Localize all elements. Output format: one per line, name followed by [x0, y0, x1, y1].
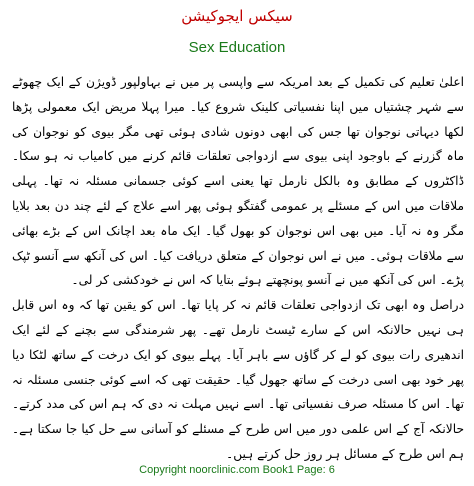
- english-title: Sex Education: [188, 39, 286, 56]
- paragraph: اعلیٰ تعلیم کی تکمیل کے بعد امریکہ سے واپسی پر میں نے بہاولپور ڈویژن کے ایک چھوٹے سے شہر چشتیاں میں اپنا نفسیاتی کلینک شروع کیا۔ میرا پہلا مریض ایک معمولی پڑھا لکھا دیہاتی نوجوان تھا جس کی ابھی دونوں شادی ہوئی تھی مگر بیوی کو نوجوان کی ماہ گزرنے کے باوجود اپنی بیوی سے ازدواجی تعلقات قائم کرنے میں کامیاب نہ ہو سکا۔ ڈاکٹروں کے مطابق وہ بالکل نارمل تھا یعنی اسے کوئی جسمانی مسئلہ نہ تھا۔ پہلی ملاقات میں اس کے مسئلے پر عمومی گفتگو ہوئی پھر اسے علاج کے لئے چند دن بعد بلایا مگر وہ نہ آیا۔ میں بھی اس نوجوان کو بھول گیا۔ ایک ماہ بعد اچانک اس کے بڑے بھائی سے ملاقات ہوئی۔ میں نے اس نوجوان کے متعلق دریافت کیا۔ اس کی آنکھ سے آنسو ٹپک پڑے۔ اس کی آنکھ میں نے آنسو پونچھتے ہوئے بتایا کہ اس نے خودکشی کر لی۔: [12, 75, 464, 288]
- urdu-title: سیکس ایجوکیشن: [181, 7, 293, 25]
- article-body: [12, 70, 464, 467]
- copyright-footer: Copyright noorclinic.com Book1 Page: 6: [139, 464, 335, 476]
- paragraph: دراصل وہ ابھی تک ازدواجی تعلقات قائم نہ کر پایا تھا۔ اس کو یقین تھا کہ وہ اس قابل ہی نہیں حالانکہ اس کے سارے ٹیسٹ نارمل تھے۔ پھر شرمندگی سے بچنے کے لئے ایک اندھیری رات بیوی کو لے کر گاؤں سے باہر آیا۔ پہلے بیوی کو ایک درخت کے ساتھ لٹکا دیا پھر خود بھی اسی درخت کے ساتھ جھول گیا۔ حقیقت تھی کہ اسے کوئی جنسی مسئلہ نہ تھا۔ اس کا مسئلہ صرف نفسیاتی تھا۔ اسے نہیں مہلت نہ دی کہ ہم اس کی مدد کرتے۔ حالانکہ آج کے اس علمی دور میں اس طرح کے مسئلے کو آسانی سے حل کیا جا سکتا ہے۔ ہم اس طرح کے مسائل ہر روز حل کرتے ہیں۔: [12, 298, 464, 461]
